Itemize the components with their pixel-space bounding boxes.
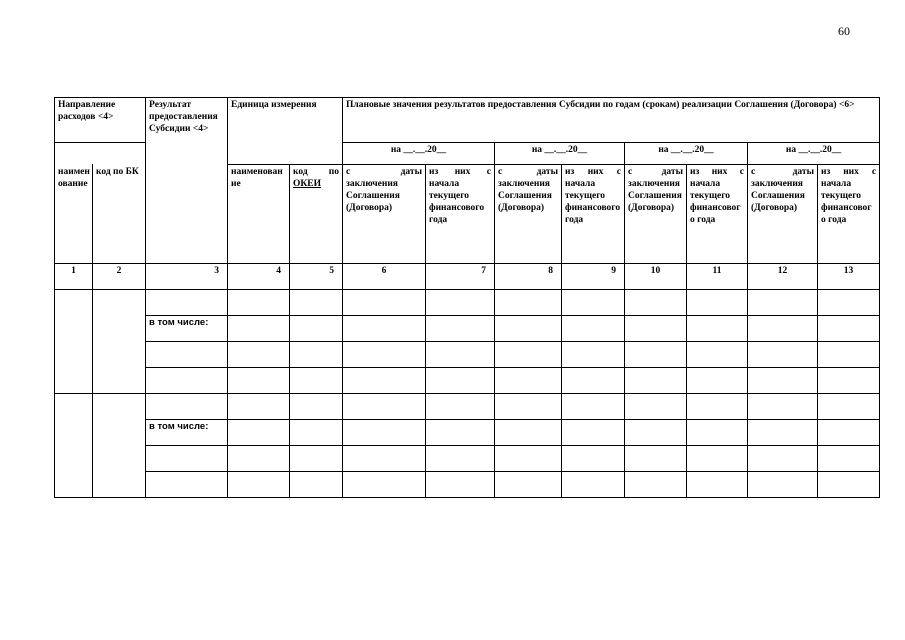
planned-values-header: Плановые значения результатов предоставления Субсидии по годам (срокам) реализации Соглашения (Договора) <6> — [343, 98, 880, 143]
result-cell — [146, 472, 228, 498]
date-header-3: на __.__.20__ — [625, 143, 748, 165]
result-cell — [146, 368, 228, 394]
subsidy-results-table — [54, 97, 880, 498]
bk-code-subheader: код по БК — [96, 167, 139, 177]
from-conclusion-header-1: с даты заключения Соглашения (Договора) — [343, 165, 426, 264]
result-cell — [146, 394, 228, 420]
column-number: 6 — [343, 264, 426, 290]
column-number: 7 — [426, 264, 495, 290]
result-cell — [146, 342, 228, 368]
from-conclusion-header-2: с даты заключения Соглашения (Договора) — [495, 165, 562, 264]
direction-name-cell — [55, 290, 93, 394]
bk-code-cell — [93, 290, 146, 394]
from-year-start-header-2: из них с начала текущего финансового года — [562, 165, 625, 264]
column-number: 5 — [290, 264, 343, 290]
from-year-start-header-4: из них с начала текущего финансового года — [818, 165, 880, 264]
result-header: Результат предоставления Субсидии <4> — [146, 98, 228, 264]
column-number: 3 — [146, 264, 228, 290]
from-year-start-header-3: из них с начала текущего финансового года — [687, 165, 748, 264]
column-number: 8 — [495, 264, 562, 290]
page-number: 60 — [838, 24, 850, 38]
result-cell — [146, 446, 228, 472]
column-number: 9 — [562, 264, 625, 290]
including-label: в том числе: — [146, 316, 228, 342]
column-number: 1 — [55, 264, 93, 290]
date-header-2: на __.__.20__ — [495, 143, 625, 165]
unit-header: Единица измерения — [228, 98, 343, 165]
column-number: 2 — [93, 264, 146, 290]
including-label: в том числе: — [146, 420, 228, 446]
column-number: 11 — [687, 264, 748, 290]
okei-code-header: код по ОКЕИ — [290, 165, 343, 264]
direction-name-cell — [55, 394, 93, 498]
direction-name-subheader: наименование — [58, 167, 90, 189]
direction-header: Направление расходов <4> — [55, 98, 146, 143]
date-header-1: на __.__.20__ — [343, 143, 495, 165]
result-cell — [146, 290, 228, 316]
unit-name-header: наименование — [228, 165, 290, 264]
from-conclusion-header-3: с даты заключения Соглашения (Договора) — [625, 165, 687, 264]
column-number: 13 — [818, 264, 880, 290]
column-number: 4 — [228, 264, 290, 290]
bk-code-cell — [93, 394, 146, 498]
direction-subheaders — [54, 164, 199, 263]
from-year-start-header-1: из них с начала текущего финансового года — [426, 165, 495, 264]
okei-link-text: ОКЕИ — [293, 179, 322, 189]
date-header-4: на __.__.20__ — [748, 143, 880, 165]
from-conclusion-header-4: с даты заключения Соглашения (Договора) — [748, 165, 818, 264]
column-number: 10 — [625, 264, 687, 290]
column-number: 12 — [748, 264, 818, 290]
